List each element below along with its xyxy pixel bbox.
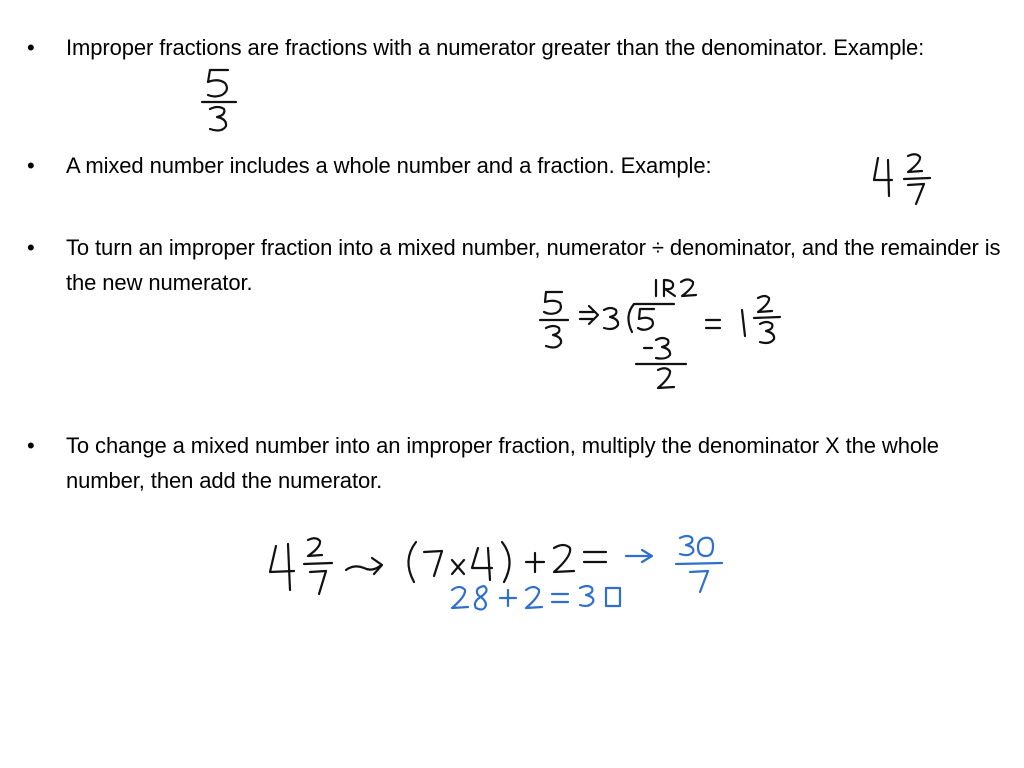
handwritten-mixed-number-example [868, 150, 938, 210]
handwritten-improper-fraction-example [196, 66, 246, 136]
bullet-text: A mixed number includes a whole number and a fraction. Example: [66, 153, 712, 178]
handwritten-division-work [536, 274, 786, 394]
bullet-text: To turn an improper fraction into a mixed number, numerator ÷ denominator, and the remainder is the new numerator. [66, 235, 1001, 295]
bullet-marker: • [27, 235, 35, 260]
bullet-marker: • [27, 153, 35, 178]
bullet-marker: • [27, 433, 35, 458]
bullet-text: To change a mixed number into an improper fraction, multiply the denominator X the whole number, then add the numerator. [66, 433, 939, 493]
bullet-text: Improper fractions are fractions with a numerator greater than the denominator. Example: [66, 35, 925, 60]
bullet-marker: • [27, 35, 35, 60]
handwritten-conversion-result [440, 530, 740, 620]
